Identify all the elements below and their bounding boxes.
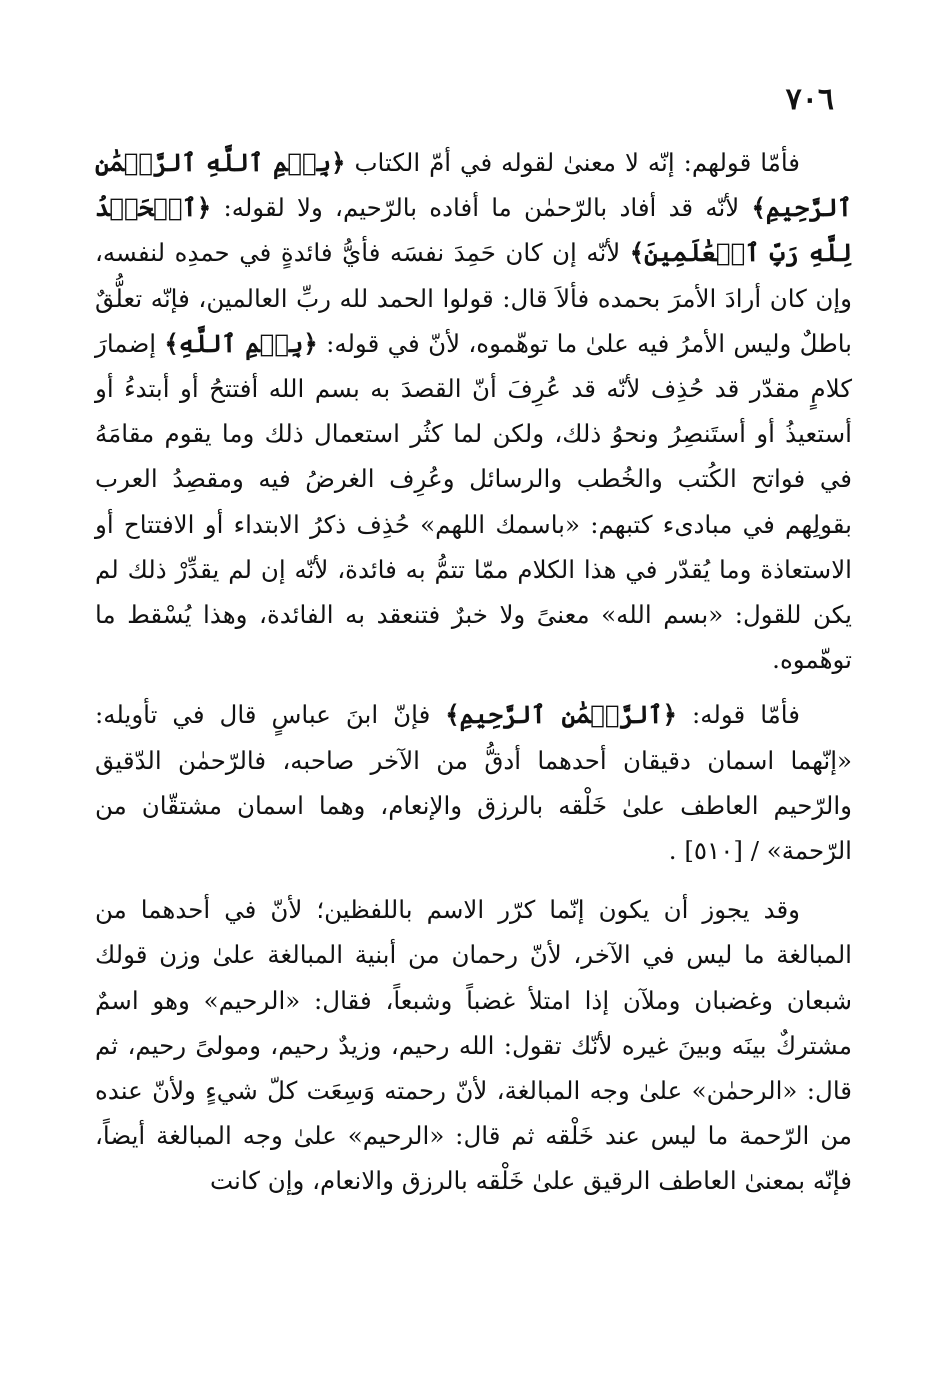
text-segment: فأمّا قوله: — [677, 700, 800, 730]
quran-verse-hamd: ﴿ٱلۡحَمۡدُ لِلَّهِ رَبِّ ٱلۡعَٰلَمِينَ﴾ — [95, 193, 852, 268]
paragraph-3 — [95, 887, 852, 1203]
paragraph-2 — [95, 692, 852, 873]
paragraph-1 — [95, 140, 852, 682]
page-number: ٧٠٦ — [785, 82, 834, 117]
text-segment: إضمارَ كلامٍ مقدّر قد حُذِف لأنّه قد عُرِفَ أنّ القصدَ به بسم الله أفتتحُ أو أبتدءُ أو أستعيذُ أو أستَنصِرُ ونحوُ ذلك، ولكن لما كثُر استعمال ذلك وما يقوم مقامَهُ في فواتح الكُتب والخُطب والرسائل وعُرِف الغرضُ فيه ومقصِدُ العرب بقولِهم في مبادىء كتبهم: «باسمك اللهم» حُذِف ذكرُ الابتداء أو الافتتاح أو الاستعاذة وما يُقدّر في هذا الكلام ممّا تتمُّ به فائدة، لأنّه إن لم يقدِّرْ ذلك لم يكن للقول: «بسم الله» معنىً ولا خبرٌ فتنعقد به الفائدة، وهذا يُسْقط ما توهّموه. — [95, 328, 852, 675]
text-segment: فإنّ ابنَ عباسٍ قال في تأويله: «إنّهما اسمان دقيقان أحدهما أدقُّ من الآخر صاحبه، فالرّحمٰن الدّقيق والرّحيم العاطف علىٰ خَلْقه بالرزق والإنعام، وهما اسمان مشتقّان من الرّحمة» / — [95, 700, 852, 866]
quran-verse-rahman-rahim: ﴿ٱلرَّحۡمَٰنِ ٱلرَّحِيمِ﴾ — [445, 700, 678, 730]
quran-verse-bismillah: ﴿بِسۡمِ ٱللَّهِ﴾ — [164, 328, 318, 358]
text-segment: فأمّا قولهم: إنّه لا معنىٰ لقوله في أمّ الكتاب — [345, 148, 800, 177]
quran-verse-basmala: ﴿بِسۡمِ ٱللَّهِ ٱلرَّحۡمَٰنِ ٱلرَّحِيمِ﴾ — [95, 148, 852, 223]
text-segment: . — [668, 836, 685, 866]
page-body — [95, 140, 852, 1204]
text-segment: وقد يجوز أن يكون إنّما كرّر الاسم باللفظين؛ لأنّ في أحدهما من المبالغة ما ليس في الآخر، لأنّ رحمان من أبنية المبالغة علىٰ وزن قولك شبعان وغضبان وملآن إذا امتلأ غضباً وشبعاً، فقال: «الرحيم» وهو اسمٌ مشتركٌ بينَه وبينَ غيره لأنّك تقول: الله رحيم، وزيدٌ رحيم، ومولىً رحيم، ثم قال: «الرحمٰن» علىٰ وجه المبالغة، لأنّ رحمته وَسِعَت كلّ شيءٍ ولأنّ عنده من الرّحمة ما ليس عند خَلْقه ثم قال: «الرحيم» علىٰ وجه المبالغة أيضاً، فإنّه بمعنىٰ العاطف الرقيق علىٰ خَلْقه بالرزق والانعام، وإن كانت — [95, 895, 852, 1196]
text-segment: لأنّه إن كان حَمِدَ نفسَه فأيُّ فائدةٍ في حمدِه لنفسه، وإن كان أرادَ الأمرَ بحمده فألاَ قال: قولوا الحمد لله ربِّ العالمين، فإنّه تعلُّقٌ باطلٌ وليس الأمرُ فيه علىٰ ما توهّموه، لأنّ في قوله: — [95, 238, 852, 358]
text-segment: لأنّه قد أفاد بالرّحمٰن ما أفاده بالرّحيم، ولا لقوله: — [211, 193, 752, 223]
manuscript-page-marker: [٥١٠] — [684, 836, 743, 866]
